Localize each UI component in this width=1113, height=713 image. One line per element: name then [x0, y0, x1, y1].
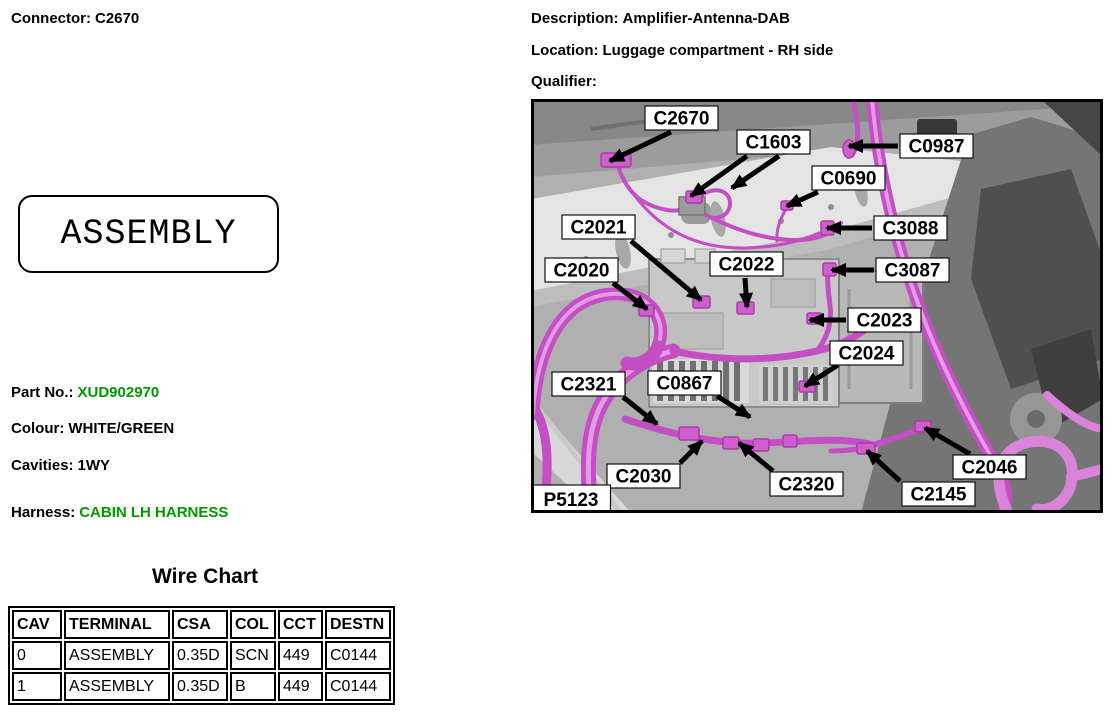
location-label: Location: [531, 42, 599, 59]
callout-text: C2024 [838, 343, 895, 365]
callout-text: C3087 [884, 260, 941, 282]
wire-chart-cell: 0.35D [172, 641, 228, 670]
harness-value: CABIN LH HARNESS [79, 504, 229, 521]
callout-text: C3088 [882, 218, 939, 240]
part-no-line [11, 384, 159, 401]
colour-line [11, 420, 174, 437]
wire-chart-cell: SCN [230, 641, 276, 670]
callout-arrow [745, 278, 747, 307]
location-value: Luggage compartment - RH side [602, 42, 834, 59]
wire-chart-col-header: TERMINAL [64, 610, 170, 639]
wire-chart-col-header: CCT [278, 610, 323, 639]
harness-line [11, 504, 228, 521]
callout-text: C2030 [615, 466, 672, 488]
wire-chart-table [8, 606, 395, 705]
wire-chart-col-header: CAV [12, 610, 62, 639]
wire-chart-row [12, 672, 391, 701]
connector-location-photo [531, 99, 1103, 513]
wire-chart-row [12, 641, 391, 670]
description-line [531, 10, 790, 27]
wire-chart-title: Wire Chart [152, 565, 258, 588]
wire-chart-header-row [12, 610, 391, 639]
colour-label: Colour: [11, 420, 65, 437]
wire-chart-cell: 0.35D [172, 672, 228, 701]
wire-chart-cell: B [230, 672, 276, 701]
wire-chart-col-header: CSA [172, 610, 228, 639]
wire-chart-body [12, 641, 391, 701]
wire-chart-col-header: COL [230, 610, 276, 639]
callout-text: C2020 [553, 260, 610, 282]
callout-text: C2023 [856, 310, 913, 332]
wire-chart-col-header: DESTN [325, 610, 391, 639]
colour-value: WHITE/GREEN [68, 420, 175, 437]
photo-id-label [533, 485, 611, 512]
wire-chart-cell: ASSEMBLY [64, 641, 170, 670]
location-photo-svg [531, 99, 1103, 513]
wire-chart-cell: ASSEMBLY [64, 672, 170, 701]
qualifier-label: Qualifier: [531, 73, 597, 90]
callout-text: C2046 [961, 457, 1018, 479]
assembly-terminal-label: ASSEMBLY [60, 214, 237, 254]
qualifier-line [531, 73, 601, 90]
photo-id-text: P5123 [543, 490, 599, 511]
wire-chart-cell: 449 [278, 672, 323, 701]
wire-chart-cell: C0144 [325, 641, 391, 670]
cavities-label: Cavities: [11, 457, 74, 474]
description-label: Description: [531, 10, 619, 27]
description-value: Amplifier-Antenna-DAB [622, 10, 791, 27]
wire-chart-cell: C0144 [325, 672, 391, 701]
callout-text: C0867 [656, 373, 713, 395]
part-no-value: XUD902970 [77, 384, 160, 401]
callout-text: C2320 [778, 474, 835, 496]
cavities-value: 1WY [77, 457, 111, 474]
callout-text: C2022 [718, 254, 775, 276]
wire-chart-cell: 0 [12, 641, 62, 670]
connector-value: C2670 [95, 10, 140, 27]
callout-text: C2321 [560, 374, 617, 396]
harness-label: Harness: [11, 504, 76, 521]
callout-text: C0987 [908, 136, 965, 158]
assembly-terminal-box [18, 195, 279, 273]
part-no-label: Part No.: [11, 384, 74, 401]
callout-text: C2021 [570, 217, 627, 239]
cavities-line [11, 457, 110, 474]
connector-title [11, 10, 139, 27]
wire-chart-cell: 1 [12, 672, 62, 701]
callout-text: C1603 [745, 132, 802, 154]
location-line [531, 42, 833, 59]
wire-chart-cell: 449 [278, 641, 323, 670]
callout-text: C2670 [653, 108, 710, 130]
connector-label: Connector: [11, 10, 91, 27]
callout-text: C2145 [910, 484, 967, 506]
callout-text: C0690 [820, 168, 877, 190]
